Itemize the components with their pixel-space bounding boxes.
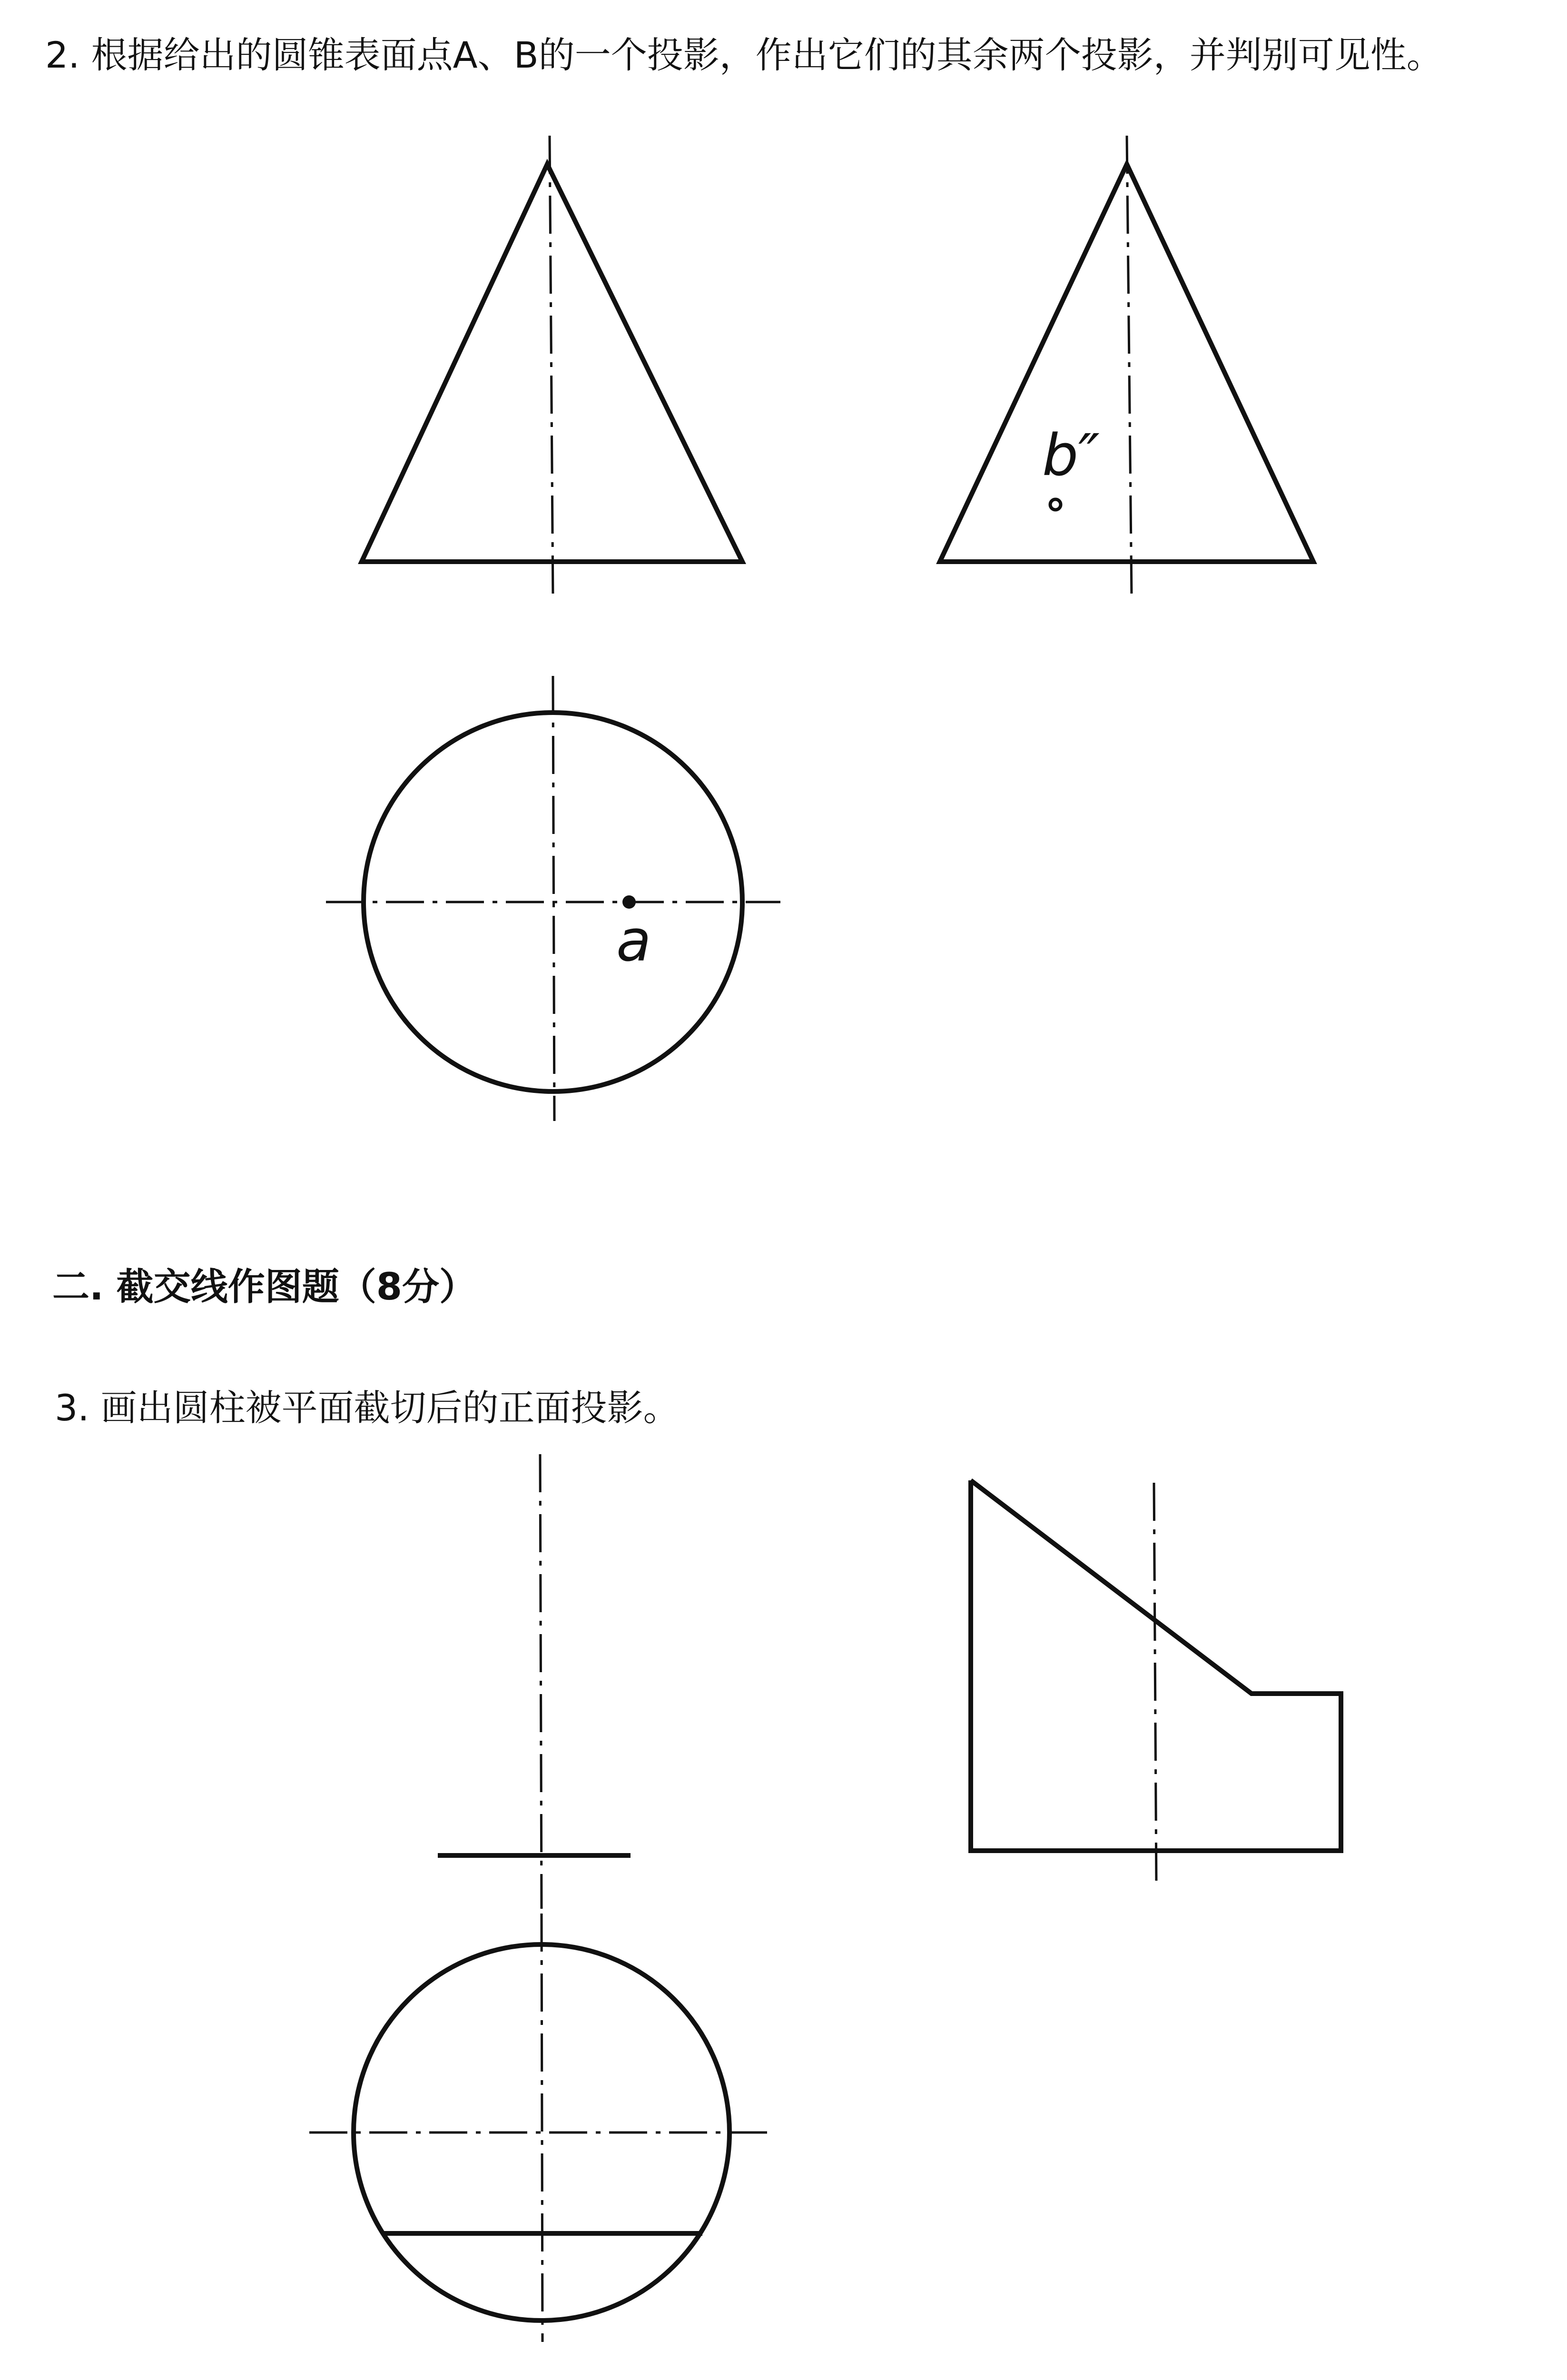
point-a-marker: [622, 895, 636, 909]
cone-top-view: [326, 676, 780, 1121]
cylinder-front-axis: [540, 1454, 542, 1909]
cylinder-side-view: [971, 1480, 1341, 1885]
point-b-label: b″: [1042, 423, 1100, 489]
cylinder-top-view: [309, 1914, 773, 2342]
cone-side-view: [940, 136, 1313, 597]
cone-side-axis: [1127, 136, 1132, 597]
cylinder-side-axis: [1154, 1483, 1156, 1885]
cone-top-vertical-axis: [553, 676, 554, 1121]
cone-front-axis: [550, 136, 553, 597]
section-2-heading: 二. 截交线作图题（8分）: [52, 1266, 477, 1309]
question-3-text: 3. 画出圆柱被平面截切后的正面投影。: [55, 1387, 680, 1429]
cylinder-front-view: [438, 1454, 631, 1909]
question-2-text: 2. 根据给出的圆锥表面点A、B的一个投影，作出它们的其余两个投影，并判别可见性。: [45, 34, 1443, 76]
point-b-marker: [1050, 499, 1061, 510]
point-a-label: a: [616, 908, 651, 974]
cone-front-view: [362, 136, 742, 597]
